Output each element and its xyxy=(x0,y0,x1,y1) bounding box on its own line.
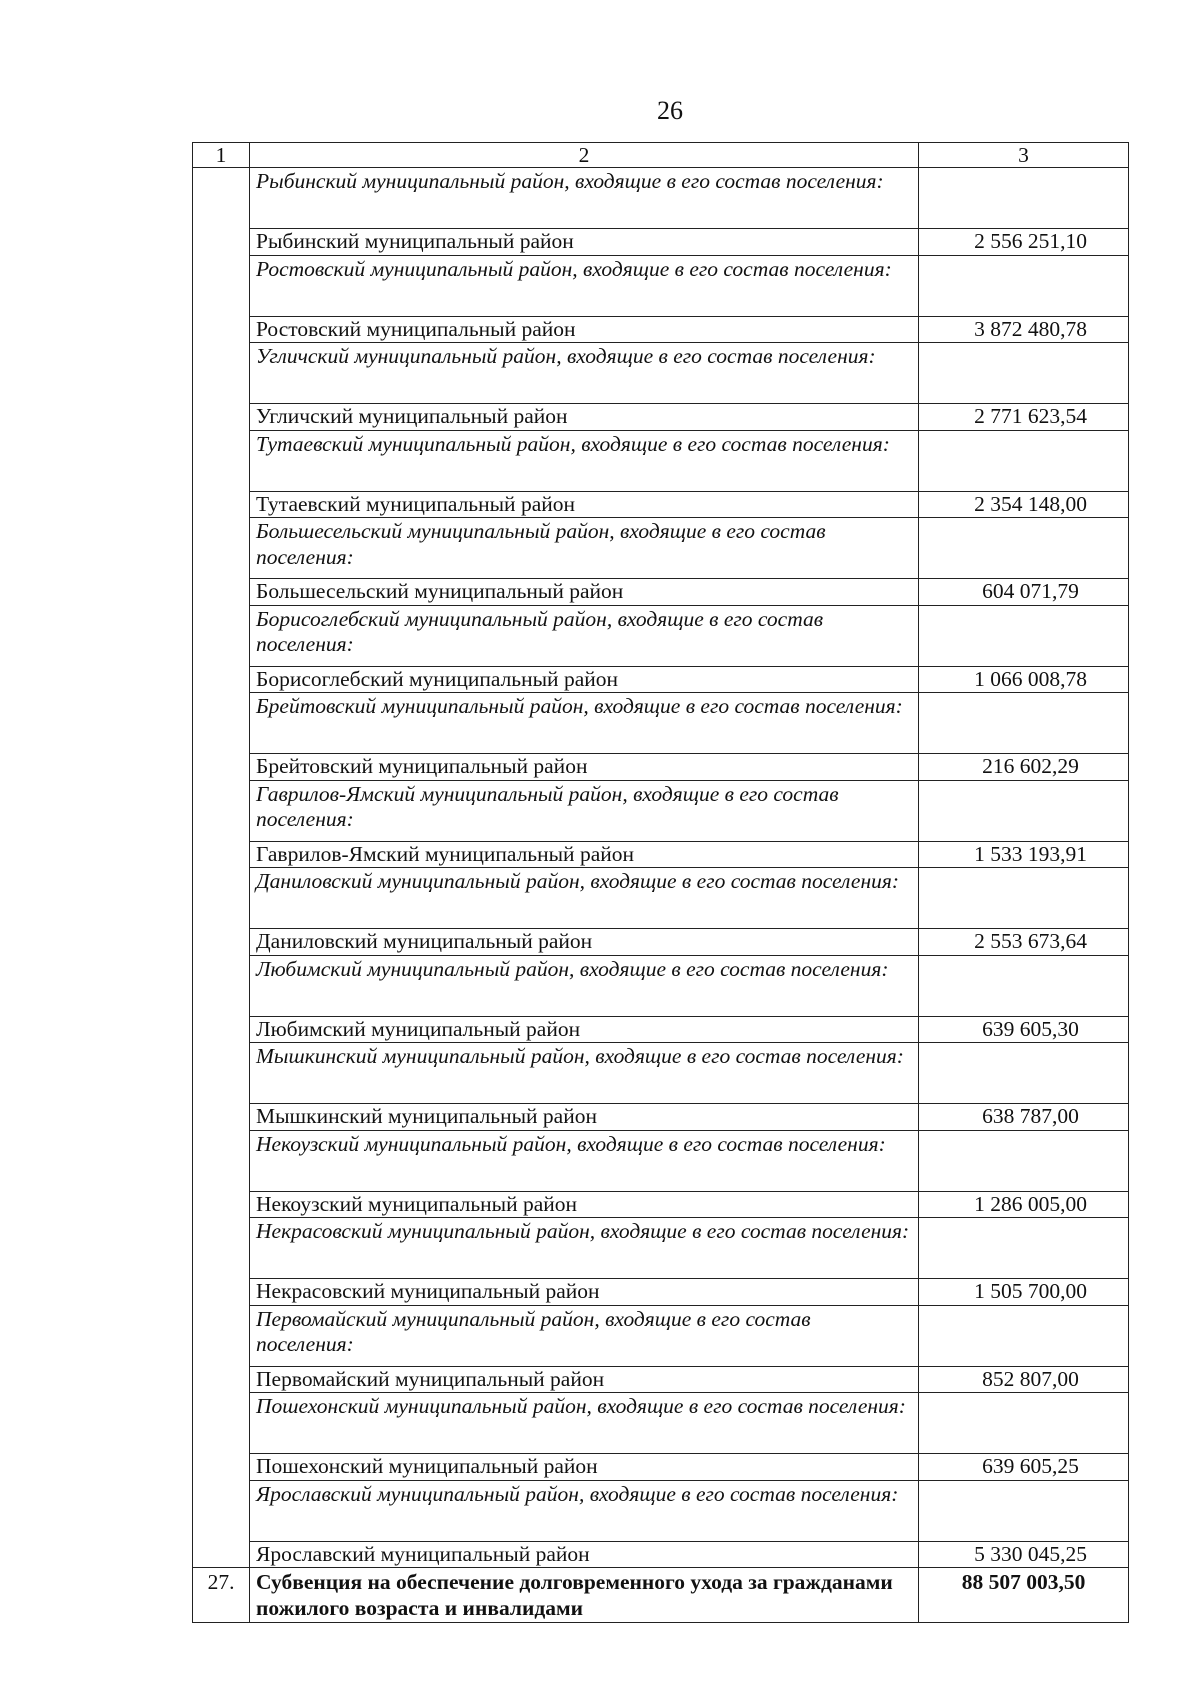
amount-cell-empty xyxy=(919,693,1129,754)
district-amount: 1 286 005,00 xyxy=(919,1191,1129,1218)
subheading-row xyxy=(193,605,1129,666)
district-name: Любимский муниципальный район xyxy=(250,1016,919,1043)
subheading-text: Тутаевский муниципальный район, входящие в его состав поселения: xyxy=(250,430,919,491)
district-name: Мышкинский муниципальный район xyxy=(250,1104,919,1131)
amount-cell-empty xyxy=(919,168,1129,229)
district-name: Брейтовский муниципальный район xyxy=(250,754,919,781)
subheading-text: Угличский муниципальный район, входящие в его состав поселения: xyxy=(250,343,919,404)
amount-cell-empty xyxy=(919,868,1129,929)
amount-cell-empty xyxy=(919,518,1129,579)
subheading-row xyxy=(193,255,1129,316)
table-header-row xyxy=(193,143,1129,168)
district-amount: 638 787,00 xyxy=(919,1104,1129,1131)
district-amount: 2 556 251,10 xyxy=(919,229,1129,256)
subheading-row xyxy=(193,1305,1129,1366)
district-amount: 1 066 008,78 xyxy=(919,666,1129,693)
subheading-text: Борисоглебский муниципальный район, входящие в его состав поселения: xyxy=(250,605,919,666)
amount-cell-empty xyxy=(919,605,1129,666)
district-row xyxy=(193,229,1129,256)
district-name: Угличский муниципальный район xyxy=(250,404,919,431)
district-row xyxy=(193,754,1129,781)
subheading-row xyxy=(193,518,1129,579)
district-amount: 2 354 148,00 xyxy=(919,491,1129,518)
district-row xyxy=(193,1541,1129,1568)
subheading-text: Большесельский муниципальный район, входящие в его состав поселения: xyxy=(250,518,919,579)
subheading-text: Первомайский муниципальный район, входящие в его состав поселения: xyxy=(250,1305,919,1366)
subheading-row xyxy=(193,343,1129,404)
district-amount: 216 602,29 xyxy=(919,754,1129,781)
subheading-text: Брейтовский муниципальный район, входящие в его состав поселения: xyxy=(250,693,919,754)
district-row xyxy=(193,1366,1129,1393)
amount-cell-empty xyxy=(919,1480,1129,1541)
district-name: Гаврилов-Ямский муниципальный район xyxy=(250,841,919,868)
number-cell-empty xyxy=(193,168,250,1568)
district-name: Тутаевский муниципальный район xyxy=(250,491,919,518)
district-row xyxy=(193,579,1129,606)
district-amount: 1 505 700,00 xyxy=(919,1279,1129,1306)
subheading-row xyxy=(193,868,1129,929)
amount-cell-empty xyxy=(919,430,1129,491)
district-amount: 2 553 673,64 xyxy=(919,929,1129,956)
subheading-row xyxy=(193,1130,1129,1191)
district-name: Большесельский муниципальный район xyxy=(250,579,919,606)
district-amount: 1 533 193,91 xyxy=(919,841,1129,868)
district-row xyxy=(193,1016,1129,1043)
subheading-text: Даниловский муниципальный район, входящие в его состав поселения: xyxy=(250,868,919,929)
district-amount: 852 807,00 xyxy=(919,1366,1129,1393)
subheading-text: Пошехонский муниципальный район, входящие в его состав поселения: xyxy=(250,1393,919,1454)
district-row xyxy=(193,1454,1129,1481)
total-title: Субвенция на обеспечение долговременного ухода за гражданами пожилого возраста и инвалидами xyxy=(250,1568,919,1623)
subheading-row xyxy=(193,168,1129,229)
subheading-row xyxy=(193,1043,1129,1104)
subheading-text: Любимский муниципальный район, входящие в его состав поселения: xyxy=(250,955,919,1016)
amount-cell-empty xyxy=(919,1043,1129,1104)
amount-cell-empty xyxy=(919,1130,1129,1191)
amount-cell-empty xyxy=(919,343,1129,404)
subheading-row xyxy=(193,1393,1129,1454)
amount-cell-empty xyxy=(919,1218,1129,1279)
district-row xyxy=(193,666,1129,693)
district-name: Борисоглебский муниципальный район xyxy=(250,666,919,693)
district-amount: 639 605,30 xyxy=(919,1016,1129,1043)
subheading-row xyxy=(193,1480,1129,1541)
subheading-text: Некрасовский муниципальный район, входящие в его состав поселения: xyxy=(250,1218,919,1279)
subheading-text: Некоузский муниципальный район, входящие в его состав поселения: xyxy=(250,1130,919,1191)
district-amount: 3 872 480,78 xyxy=(919,316,1129,343)
district-row xyxy=(193,929,1129,956)
amount-cell-empty xyxy=(919,1393,1129,1454)
district-name: Ростовский муниципальный район xyxy=(250,316,919,343)
district-row xyxy=(193,1279,1129,1306)
header-col-1: 1 xyxy=(193,143,250,168)
district-row xyxy=(193,1104,1129,1131)
district-name: Первомайский муниципальный район xyxy=(250,1366,919,1393)
amount-cell-empty xyxy=(919,1305,1129,1366)
header-col-2: 2 xyxy=(250,143,919,168)
district-amount: 2 771 623,54 xyxy=(919,404,1129,431)
amount-cell-empty xyxy=(919,955,1129,1016)
district-name: Рыбинский муниципальный район xyxy=(250,229,919,256)
total-amount: 88 507 003,50 xyxy=(919,1568,1129,1623)
district-name: Некоузский муниципальный район xyxy=(250,1191,919,1218)
total-number: 27. xyxy=(193,1568,250,1623)
subheading-text: Ростовский муниципальный район, входящие в его состав поселения: xyxy=(250,255,919,316)
subheading-text: Гаврилов-Ямский муниципальный район, входящие в его состав поселения: xyxy=(250,780,919,841)
amount-cell-empty xyxy=(919,780,1129,841)
subheading-text: Рыбинский муниципальный район, входящие в его состав поселения: xyxy=(250,168,919,229)
district-row xyxy=(193,404,1129,431)
budget-table xyxy=(192,142,1129,1623)
district-amount: 604 071,79 xyxy=(919,579,1129,606)
district-row xyxy=(193,1191,1129,1218)
district-amount: 639 605,25 xyxy=(919,1454,1129,1481)
subheading-row xyxy=(193,1218,1129,1279)
district-row xyxy=(193,316,1129,343)
district-name: Ярославский муниципальный район xyxy=(250,1541,919,1568)
page-number: 26 xyxy=(657,96,683,125)
subheading-text: Ярославский муниципальный район, входящие в его состав поселения: xyxy=(250,1480,919,1541)
subheading-row xyxy=(193,955,1129,1016)
subheading-row xyxy=(193,780,1129,841)
subheading-row xyxy=(193,693,1129,754)
amount-cell-empty xyxy=(919,255,1129,316)
subheading-text: Мышкинский муниципальный район, входящие в его состав поселения: xyxy=(250,1043,919,1104)
district-name: Даниловский муниципальный район xyxy=(250,929,919,956)
district-name: Некрасовский муниципальный район xyxy=(250,1279,919,1306)
district-row xyxy=(193,841,1129,868)
district-amount: 5 330 045,25 xyxy=(919,1541,1129,1568)
header-col-3: 3 xyxy=(919,143,1129,168)
total-row xyxy=(193,1568,1129,1623)
district-row xyxy=(193,491,1129,518)
district-name: Пошехонский муниципальный район xyxy=(250,1454,919,1481)
subheading-row xyxy=(193,430,1129,491)
